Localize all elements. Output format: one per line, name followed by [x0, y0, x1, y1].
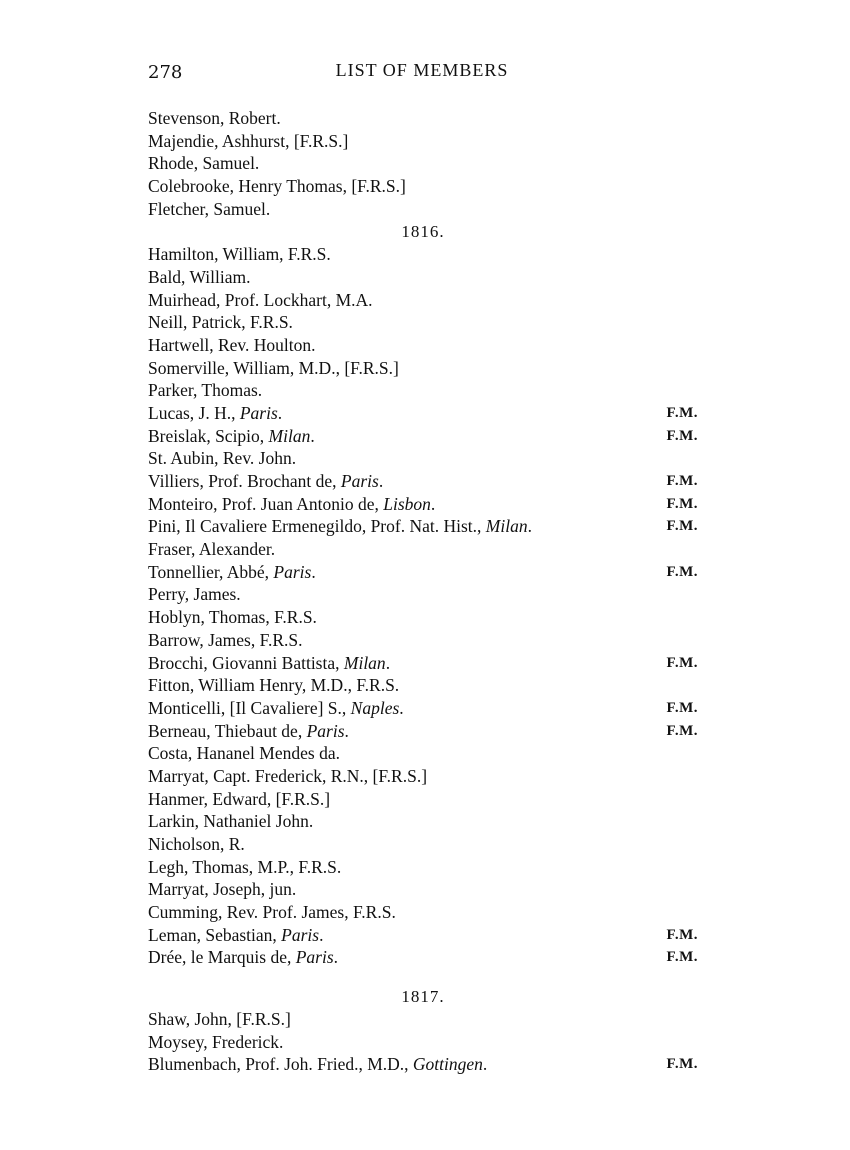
member-name: Muirhead, Prof. Lockhart, M.A. [148, 289, 373, 310]
member-entry [148, 856, 698, 879]
member-entry [148, 447, 698, 470]
member-name: Marryat, Capt. Frederick, R.N., [F.R.S.] [148, 765, 428, 786]
member-name: Legh, Thomas, M.P., F.R.S. [148, 856, 342, 877]
foreign-member-mark: F.M. [666, 518, 698, 535]
member-place: Paris [281, 924, 320, 945]
section-gap [148, 969, 698, 985]
member-name: Brocchi, Giovanni Battista, [148, 652, 344, 673]
member-entry [148, 652, 698, 675]
member-entry [148, 697, 698, 720]
member-entry [148, 1008, 698, 1031]
page-number: 278 [148, 62, 183, 83]
member-place: Milan [268, 425, 311, 446]
member-name: Breislak, Scipio, [148, 425, 269, 446]
member-suffix: . [378, 471, 384, 491]
member-entry [148, 357, 698, 380]
member-entry [148, 334, 698, 357]
foreign-member-mark: F.M. [666, 495, 698, 512]
member-name: Somerville, William, M.D., [F.R.S.] [148, 357, 399, 378]
member-name: St. Aubin, Rev. John. [148, 448, 297, 469]
member-name: Monteiro, Prof. Juan Antonio de, [148, 493, 384, 514]
member-name: Barrow, James, F.R.S. [148, 629, 303, 650]
foreign-member-mark: F.M. [666, 722, 698, 739]
member-name: Colebrooke, Henry Thomas, [F.R.S.] [148, 176, 406, 197]
member-place: Milan [343, 652, 386, 673]
member-name: Bald, William. [148, 266, 251, 287]
member-entry [148, 152, 698, 175]
member-entry [148, 470, 698, 493]
member-name: Moysey, Frederick. [148, 1031, 284, 1052]
member-entry [148, 901, 698, 924]
member-entry [148, 1031, 698, 1054]
member-name: Marryat, Joseph, jun. [148, 879, 297, 900]
member-entry [148, 515, 698, 538]
member-entry [148, 1053, 698, 1076]
member-name: Majendie, Ashhurst, [F.R.S.] [148, 130, 349, 151]
member-place: Milan [485, 516, 528, 537]
foreign-member-mark: F.M. [666, 404, 698, 421]
member-name: Nicholson, R. [148, 834, 245, 854]
member-name: Villiers, Prof. Brochant de, [148, 471, 341, 491]
member-place: Gottingen [412, 1054, 483, 1075]
member-place: Paris [273, 561, 312, 582]
member-name: Tonnellier, Abbé, [148, 561, 274, 582]
member-entry [148, 674, 698, 697]
member-entry [148, 289, 698, 312]
member-entry [148, 402, 698, 425]
member-entry [148, 243, 698, 266]
member-entry [148, 561, 698, 584]
member-name: Drée, le Marquis de, [148, 947, 296, 968]
foreign-member-mark: F.M. [666, 427, 698, 444]
foreign-member-mark: F.M. [666, 699, 698, 716]
member-entry [148, 379, 698, 402]
member-name: Monticelli, [Il Cavaliere] S., [148, 697, 351, 718]
member-place: Paris [239, 402, 278, 423]
member-suffix: . [319, 924, 324, 945]
year-heading [148, 220, 698, 243]
member-name: Larkin, Nathaniel John. [148, 811, 314, 832]
member-place: Paris [340, 471, 379, 491]
member-name: Shaw, John, [F.R.S.] [148, 1008, 291, 1029]
member-entry [148, 107, 698, 130]
member-entry [148, 765, 698, 788]
year-heading-text: 1816. [401, 222, 445, 242]
member-suffix: . [277, 402, 283, 423]
member-name: Costa, Hananel Mendes da. [148, 743, 340, 764]
member-place: Lisbon [383, 493, 431, 514]
member-name: Rhode, Samuel. [148, 153, 260, 174]
member-name: Fraser, Alexander. [148, 539, 276, 560]
member-suffix: . [385, 652, 391, 673]
year-heading-text: 1817. [401, 987, 445, 1007]
foreign-member-mark: F.M. [666, 926, 698, 943]
running-title: LIST OF MEMBERS [335, 60, 509, 80]
member-name: Stevenson, Robert. [148, 108, 281, 128]
member-entry [148, 606, 698, 629]
member-name: Berneau, Thiebaut de, [148, 720, 307, 741]
member-suffix: . [311, 561, 316, 582]
member-entry [148, 946, 698, 969]
member-entry [148, 130, 698, 153]
member-entry [148, 583, 698, 606]
member-suffix: . [333, 947, 339, 968]
member-list [148, 107, 698, 1076]
member-name: Lucas, J. H., [148, 402, 240, 423]
foreign-member-mark: F.M. [666, 473, 698, 489]
member-name: Fitton, William Henry, M.D., F.R.S. [148, 675, 400, 696]
page-header [148, 60, 696, 88]
member-entry [148, 629, 698, 652]
member-entry [148, 720, 698, 743]
member-suffix: . [344, 720, 349, 741]
member-entry [148, 924, 698, 947]
foreign-member-mark: F.M. [666, 563, 698, 580]
member-suffix: . [527, 516, 532, 537]
member-entry [148, 175, 698, 198]
member-entry [148, 425, 698, 448]
foreign-member-mark: F.M. [666, 949, 698, 966]
member-entry [148, 742, 698, 765]
member-place: Naples [350, 697, 400, 718]
member-name: Pini, Il Cavaliere Ermenegildo, Prof. Nat. Hist., [148, 516, 486, 537]
member-suffix: . [399, 697, 404, 718]
member-entry [148, 878, 698, 901]
member-name: Hanmer, Edward, [F.R.S.] [148, 788, 331, 809]
member-name: Cumming, Rev. Prof. James, F.R.S. [148, 902, 396, 923]
member-suffix: . [310, 425, 315, 446]
member-place: Paris [306, 720, 345, 741]
member-name: Hartwell, Rev. Houlton. [148, 334, 316, 355]
member-name: Parker, Thomas. [148, 380, 263, 401]
member-name: Hamilton, William, F.R.S. [148, 244, 331, 265]
member-name: Perry, James. [148, 584, 241, 605]
member-suffix: . [430, 493, 436, 514]
member-name: Leman, Sebastian, [148, 924, 282, 945]
foreign-member-mark: F.M. [666, 1056, 698, 1073]
member-place: Paris [295, 947, 334, 968]
year-heading [148, 985, 698, 1008]
member-entry [148, 493, 698, 516]
member-entry [148, 538, 698, 561]
member-entry [148, 833, 698, 856]
member-suffix: . [482, 1054, 488, 1075]
member-entry [148, 788, 698, 811]
member-name: Hoblyn, Thomas, F.R.S. [148, 607, 317, 628]
foreign-member-mark: F.M. [666, 654, 698, 671]
member-entry [148, 810, 698, 833]
member-name: Blumenbach, Prof. Joh. Fried., M.D., [148, 1054, 413, 1075]
member-entry [148, 311, 698, 334]
member-name: Neill, Patrick, F.R.S. [148, 312, 293, 333]
member-name: Fletcher, Samuel. [148, 198, 271, 219]
member-entry [148, 266, 698, 289]
member-entry [148, 198, 698, 221]
